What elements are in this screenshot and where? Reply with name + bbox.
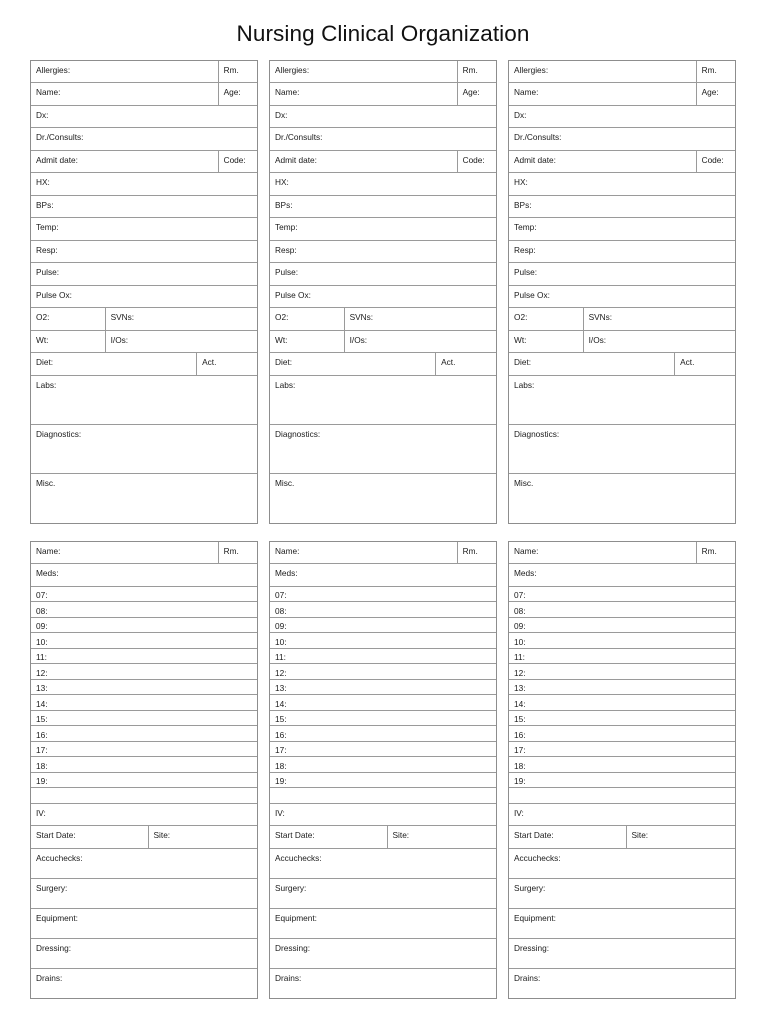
med-hour-12[interactable]: 12: [36, 667, 48, 678]
field-i-os[interactable]: I/Os: [588, 334, 607, 345]
field-start-date[interactable]: Start Date: [31, 826, 149, 848]
med-hour-row-18 [509, 757, 735, 773]
med-hour-row-11 [270, 649, 496, 665]
field-row-accuchecks [509, 849, 735, 879]
field-accuchecks[interactable]: Accuchecks: [36, 852, 83, 863]
field-dx[interactable]: Dx: [514, 109, 527, 120]
field-row-allergies [31, 61, 257, 84]
field-pulse-ox[interactable]: Pulse Ox: [514, 289, 550, 300]
field-row-labs [509, 376, 735, 425]
field-row-hx [509, 173, 735, 196]
med-hour-07[interactable]: 07: [275, 590, 287, 601]
field-hx[interactable]: HX: [275, 177, 289, 188]
field-i-os[interactable]: I/Os: [110, 334, 129, 345]
field-row-dr-consults [31, 128, 257, 151]
field-row-resp [31, 241, 257, 264]
field-allergies[interactable]: Allergies: [509, 61, 697, 83]
med-hour-row-10 [509, 633, 735, 649]
med-hour-14[interactable]: 14: [275, 698, 287, 709]
med-hour-09[interactable]: 09: [36, 621, 48, 632]
field-temp[interactable]: Temp: [514, 222, 537, 233]
med-hour-row-blank [509, 788, 735, 804]
field-row-accuchecks [270, 849, 496, 879]
field-row-meds [31, 564, 257, 587]
field-pulse-ox[interactable]: Pulse Ox: [275, 289, 311, 300]
field-meds[interactable]: Meds: [514, 568, 537, 579]
med-hour-row-13 [31, 680, 257, 696]
field-row-hx [31, 173, 257, 196]
field-row-dressing [509, 939, 735, 969]
field-pulse-ox[interactable]: Pulse Ox: [36, 289, 72, 300]
med-hour-row-10 [270, 633, 496, 649]
med-hour-13[interactable]: 13: [36, 683, 48, 694]
field-row-o2 [270, 308, 496, 331]
field-rm[interactable]: Rm. [701, 64, 717, 75]
field-site[interactable]: Site: [392, 830, 410, 841]
med-hour-09[interactable]: 09: [514, 621, 526, 632]
med-hour-14[interactable]: 14: [36, 698, 48, 709]
field-name[interactable]: Name: [31, 83, 219, 105]
field-site[interactable]: Site: [153, 830, 171, 841]
field-pulse[interactable]: Pulse: [36, 267, 60, 278]
field-row-diet [509, 353, 735, 376]
med-hour-row-16 [31, 726, 257, 742]
field-row-pulse-ox [270, 286, 496, 309]
patient-card [30, 60, 258, 524]
med-hour-row-14 [31, 695, 257, 711]
field-row-dx [31, 106, 257, 129]
field-row-temp [31, 218, 257, 241]
med-hour-11[interactable]: 11: [275, 652, 286, 663]
patient-card [508, 60, 736, 524]
field-row-surgery [509, 879, 735, 909]
field-accuchecks[interactable]: Accuchecks: [514, 852, 561, 863]
meds-card [30, 541, 258, 999]
field-row-misc [509, 474, 735, 523]
field-drains[interactable]: Drains: [275, 972, 302, 983]
field-wt[interactable]: Wt: [270, 331, 345, 353]
field-name[interactable]: Name: [270, 83, 458, 105]
med-hour-row-14 [509, 695, 735, 711]
med-hour-19[interactable]: 19: [36, 776, 48, 787]
field-diagnostics[interactable]: Diagnostics: [275, 428, 321, 439]
med-hour-13[interactable]: 13: [514, 683, 526, 694]
field-bps[interactable]: BPs: [36, 199, 54, 210]
field-room[interactable]: Rm. [462, 545, 478, 556]
field-wt[interactable]: Wt: [31, 331, 106, 353]
field-admit-date[interactable]: Admit date: [270, 151, 458, 173]
field-dx[interactable]: Dx: [36, 109, 49, 120]
field-row-pulse-ox [509, 286, 735, 309]
med-hour-row-08 [509, 602, 735, 618]
field-row-admit-date [31, 151, 257, 174]
field-labs[interactable]: Labs: [36, 379, 57, 390]
field-row-start-date [509, 826, 735, 849]
page-title: Nursing Clinical Organization [236, 21, 530, 46]
field-row-iv [509, 804, 735, 827]
med-hour-row-14 [270, 695, 496, 711]
patient-card-row [30, 60, 736, 524]
field-surgery[interactable]: Surgery: [514, 882, 546, 893]
field-bps[interactable]: BPs: [514, 199, 532, 210]
field-age[interactable]: Age: [462, 87, 480, 98]
field-o2[interactable]: O2: [509, 308, 584, 330]
field-admit-date[interactable]: Admit date: [509, 151, 697, 173]
med-hour-row-08 [270, 602, 496, 618]
med-hour-row-19 [270, 773, 496, 789]
field-row-temp [509, 218, 735, 241]
med-hour-08[interactable]: 08: [514, 605, 526, 616]
med-hour-11[interactable]: 11: [36, 652, 47, 663]
field-row-misc [270, 474, 496, 523]
field-hx[interactable]: HX: [36, 177, 50, 188]
field-accuchecks[interactable]: Accuchecks: [275, 852, 322, 863]
field-row-bps [31, 196, 257, 219]
field-row-admit-date [509, 151, 735, 174]
field-bps[interactable]: BPs: [275, 199, 293, 210]
field-row-diagnostics [270, 425, 496, 474]
field-rm[interactable]: Rm. [462, 64, 478, 75]
med-hour-row-09 [31, 618, 257, 634]
field-row-meds [270, 564, 496, 587]
field-row-diagnostics [509, 425, 735, 474]
med-hour-row-07 [270, 587, 496, 603]
field-row-temp [270, 218, 496, 241]
field-meds[interactable]: Meds: [275, 568, 298, 579]
field-act[interactable]: Act. [441, 357, 456, 368]
field-equipment[interactable]: Equipment: [36, 912, 78, 923]
med-hour-row-17 [509, 742, 735, 758]
field-diet[interactable]: Diet: [31, 353, 197, 375]
field-diet[interactable]: Diet: [270, 353, 436, 375]
field-row-equipment [509, 909, 735, 939]
field-pulse[interactable]: Pulse: [275, 267, 299, 278]
med-hour-18[interactable]: 18: [36, 760, 48, 771]
med-hour-row-19 [509, 773, 735, 789]
med-hour-row-15 [509, 711, 735, 727]
field-name[interactable]: Name: [31, 542, 219, 564]
field-act[interactable]: Act. [202, 357, 217, 368]
med-hour-13[interactable]: 13: [275, 683, 287, 694]
field-row-name [270, 83, 496, 106]
med-hour-08[interactable]: 08: [275, 605, 287, 616]
field-row-meds [509, 564, 735, 587]
med-hour-15[interactable]: 15: [275, 714, 287, 725]
med-hour-10[interactable]: 10: [275, 636, 287, 647]
med-hour-row-08 [31, 602, 257, 618]
med-hour-row-09 [270, 618, 496, 634]
med-hour-row-09 [509, 618, 735, 634]
med-hour-row-blank [270, 788, 496, 804]
field-rm[interactable]: Rm. [223, 64, 239, 75]
field-row-start-date [270, 826, 496, 849]
field-row-surgery [270, 879, 496, 909]
field-row-resp [509, 241, 735, 264]
field-name[interactable]: Name: [509, 83, 697, 105]
med-hour-row-13 [270, 680, 496, 696]
field-site[interactable]: Site: [631, 830, 649, 841]
med-hour-17[interactable]: 17: [36, 745, 48, 756]
field-code[interactable]: Code: [462, 154, 485, 165]
med-hour-row-18 [31, 757, 257, 773]
patient-card [269, 60, 497, 524]
field-row-labs [31, 376, 257, 425]
med-hour-row-07 [509, 587, 735, 603]
med-hour-17[interactable]: 17: [275, 745, 287, 756]
field-diet[interactable]: Diet: [509, 353, 675, 375]
med-hour-14[interactable]: 14: [514, 698, 526, 709]
field-surgery[interactable]: Surgery: [36, 882, 68, 893]
field-row-name [509, 542, 735, 565]
field-allergies[interactable]: Allergies: [270, 61, 458, 83]
field-row-wt [31, 331, 257, 354]
field-row-wt [509, 331, 735, 354]
field-row-bps [509, 196, 735, 219]
field-row-pulse [509, 263, 735, 286]
field-misc[interactable]: Misc. [514, 477, 534, 488]
field-row-name [31, 83, 257, 106]
field-row-name [509, 83, 735, 106]
field-code[interactable]: Code: [223, 154, 246, 165]
med-hour-08[interactable]: 08: [36, 605, 48, 616]
med-hour-row-12 [509, 664, 735, 680]
med-hour-blank[interactable] [270, 788, 496, 803]
field-equipment[interactable]: Equipment: [514, 912, 556, 923]
field-name[interactable]: Name: [270, 542, 458, 564]
field-start-date[interactable]: Start Date: [270, 826, 388, 848]
field-room[interactable]: Rm. [223, 545, 239, 556]
field-age[interactable]: Age: [223, 87, 241, 98]
field-misc[interactable]: Misc. [275, 477, 295, 488]
med-hour-16[interactable]: 16: [514, 729, 526, 740]
med-hour-row-10 [31, 633, 257, 649]
field-age[interactable]: Age: [701, 87, 719, 98]
field-iv[interactable]: IV: [514, 807, 524, 818]
field-iv[interactable]: IV: [275, 807, 285, 818]
field-resp[interactable]: Resp: [514, 244, 536, 255]
field-dr-consults[interactable]: Dr./Consults: [275, 132, 323, 143]
field-room[interactable]: Rm. [701, 545, 717, 556]
field-row-equipment [270, 909, 496, 939]
field-misc[interactable]: Misc. [36, 477, 56, 488]
field-row-name [31, 542, 257, 565]
field-row-iv [270, 804, 496, 827]
med-hour-16[interactable]: 16: [275, 729, 287, 740]
field-row-dr-consults [509, 128, 735, 151]
field-act[interactable]: Act. [680, 357, 695, 368]
field-equipment[interactable]: Equipment: [275, 912, 317, 923]
field-hx[interactable]: HX: [514, 177, 528, 188]
med-hour-16[interactable]: 16: [36, 729, 48, 740]
field-row-misc [31, 474, 257, 523]
field-row-resp [270, 241, 496, 264]
med-hour-row-18 [270, 757, 496, 773]
field-meds[interactable]: Meds: [36, 568, 59, 579]
med-hour-18[interactable]: 18: [514, 760, 526, 771]
med-hour-12[interactable]: 12: [275, 667, 287, 678]
field-row-iv [31, 804, 257, 827]
field-row-diagnostics [31, 425, 257, 474]
med-hour-blank[interactable] [31, 788, 257, 803]
med-hour-row-07 [31, 587, 257, 603]
field-dressing[interactable]: Dressing: [36, 942, 72, 953]
med-hour-19[interactable]: 19: [275, 776, 287, 787]
field-name[interactable]: Name: [509, 542, 697, 564]
med-hour-18[interactable]: 18: [275, 760, 287, 771]
field-dressing[interactable]: Dressing: [514, 942, 550, 953]
field-pulse[interactable]: Pulse: [514, 267, 538, 278]
field-resp[interactable]: Resp: [36, 244, 58, 255]
field-row-allergies [509, 61, 735, 84]
med-hour-row-blank [31, 788, 257, 804]
field-labs[interactable]: Labs: [275, 379, 296, 390]
field-row-pulse [31, 263, 257, 286]
med-hour-row-17 [31, 742, 257, 758]
field-row-bps [270, 196, 496, 219]
field-admit-date[interactable]: Admit date: [31, 151, 219, 173]
field-code[interactable]: Code: [701, 154, 724, 165]
field-svns[interactable]: SVNs: [588, 312, 613, 323]
field-i-os[interactable]: I/Os: [349, 334, 368, 345]
med-hour-row-15 [270, 711, 496, 727]
field-row-admit-date [270, 151, 496, 174]
field-row-hx [270, 173, 496, 196]
field-row-equipment [31, 909, 257, 939]
field-drains[interactable]: Drains: [36, 972, 63, 983]
field-row-start-date [31, 826, 257, 849]
field-labs[interactable]: Labs: [514, 379, 535, 390]
field-wt[interactable]: Wt: [509, 331, 584, 353]
med-hour-row-16 [270, 726, 496, 742]
field-drains[interactable]: Drains: [514, 972, 541, 983]
field-dressing[interactable]: Dressing: [275, 942, 311, 953]
field-allergies[interactable]: Allergies: [31, 61, 219, 83]
field-dr-consults[interactable]: Dr./Consults: [36, 132, 84, 143]
field-row-allergies [270, 61, 496, 84]
field-row-name [270, 542, 496, 565]
field-row-drains [509, 969, 735, 998]
field-diagnostics[interactable]: Diagnostics: [514, 428, 560, 439]
field-row-o2 [509, 308, 735, 331]
meds-card [269, 541, 497, 999]
med-hour-07[interactable]: 07: [36, 590, 48, 601]
field-row-o2 [31, 308, 257, 331]
field-diagnostics[interactable]: Diagnostics: [36, 428, 82, 439]
field-row-diet [270, 353, 496, 376]
med-hour-10[interactable]: 10: [514, 636, 526, 647]
meds-card [508, 541, 736, 999]
med-hour-row-11 [509, 649, 735, 665]
field-row-accuchecks [31, 849, 257, 879]
med-hour-row-19 [31, 773, 257, 789]
med-hour-blank[interactable] [509, 788, 735, 803]
med-hour-19[interactable]: 19: [514, 776, 526, 787]
field-row-dx [270, 106, 496, 129]
med-hour-17[interactable]: 17: [514, 745, 526, 756]
med-hour-row-15 [31, 711, 257, 727]
field-row-dr-consults [270, 128, 496, 151]
field-o2[interactable]: O2: [270, 308, 345, 330]
med-hour-row-16 [509, 726, 735, 742]
field-iv[interactable]: IV: [36, 807, 46, 818]
med-hour-row-12 [270, 664, 496, 680]
field-row-pulse-ox [31, 286, 257, 309]
field-dr-consults[interactable]: Dr./Consults: [514, 132, 562, 143]
med-hour-row-13 [509, 680, 735, 696]
med-hour-row-12 [31, 664, 257, 680]
field-row-pulse [270, 263, 496, 286]
field-svns[interactable]: SVNs: [349, 312, 374, 323]
med-hour-row-17 [270, 742, 496, 758]
meds-card-row [30, 541, 736, 999]
field-resp[interactable]: Resp: [275, 244, 297, 255]
field-svns[interactable]: SVNs: [110, 312, 135, 323]
med-hour-15[interactable]: 15: [36, 714, 48, 725]
field-start-date[interactable]: Start Date: [509, 826, 627, 848]
field-dx[interactable]: Dx: [275, 109, 288, 120]
field-temp[interactable]: Temp: [275, 222, 298, 233]
med-hour-10[interactable]: 10: [36, 636, 48, 647]
field-row-wt [270, 331, 496, 354]
med-hour-15[interactable]: 15: [514, 714, 526, 725]
field-row-dressing [270, 939, 496, 969]
med-hour-12[interactable]: 12: [514, 667, 526, 678]
med-hour-07[interactable]: 07: [514, 590, 526, 601]
med-hour-09[interactable]: 09: [275, 621, 287, 632]
field-row-surgery [31, 879, 257, 909]
field-o2[interactable]: O2: [31, 308, 106, 330]
field-row-dx [509, 106, 735, 129]
field-surgery[interactable]: Surgery: [275, 882, 307, 893]
field-row-labs [270, 376, 496, 425]
field-row-diet [31, 353, 257, 376]
med-hour-11[interactable]: 11: [514, 652, 525, 663]
field-row-drains [270, 969, 496, 998]
field-temp[interactable]: Temp: [36, 222, 59, 233]
med-hour-row-11 [31, 649, 257, 665]
field-row-drains [31, 969, 257, 998]
field-row-dressing [31, 939, 257, 969]
